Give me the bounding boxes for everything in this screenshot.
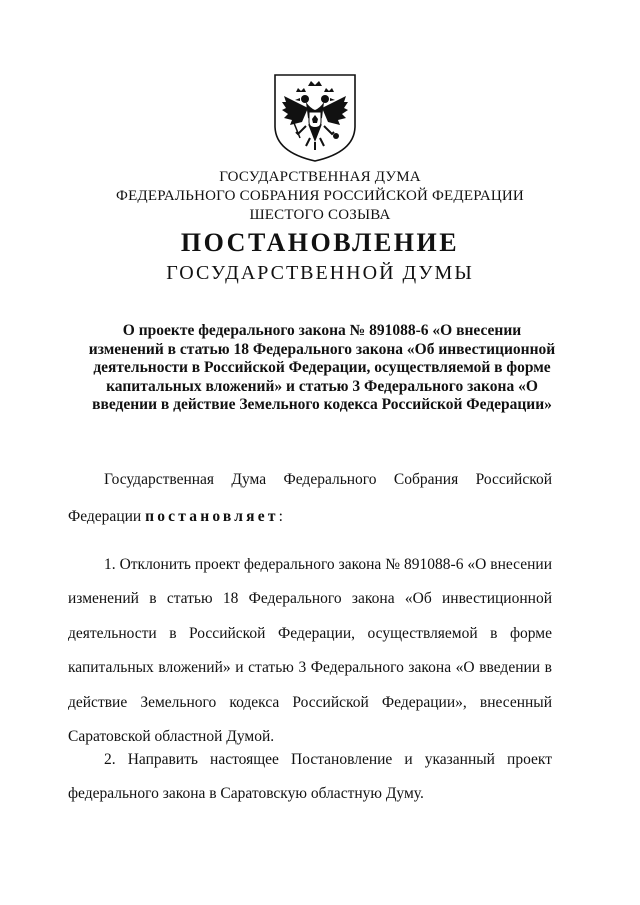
russian-coat-of-arms-icon <box>272 72 358 164</box>
document-issuer-title: ГОСУДАРСТВЕННОЙ ДУМЫ <box>166 262 474 284</box>
document-subject: О проекте федерального закона № 891088-6 «О внесении изменений в статью 18 Федерального закона «Об инвестиционной деятельности в Российской Федерации, осуществляемой в форме капитальных вложений» и статью 3 Федерального закона «О введении в действие Земельного кодекса Российской Федерации» <box>88 322 556 413</box>
preamble-paragraph <box>68 461 552 535</box>
preamble-text: Государственная Дума Федерального Собрания Российской Федерации <box>68 471 552 525</box>
decision-item-2: 2. Направить настоящее Постановление и указанный проект федерального закона в Саратовскую областную Думу. <box>68 751 552 803</box>
organization-header <box>0 168 640 225</box>
org-line-3: ШЕСТОГО СОЗЫВА <box>249 207 391 223</box>
decision-word: постановляет <box>145 508 279 525</box>
document-type-title: ПОСТАНОВЛЕНИЕ <box>180 228 460 257</box>
decision-item-1: 1. Отклонить проект федерального закона № 891088-6 «О внесении изменений в статью 18 Федерального закона «Об инвестиционной деятельности в Российской Федерации, осуществляемой в форме капитальных вложений» и статью 3 Федерального закона «О введении в действие Земельного кодекса Российской Федерации», внесенный Саратовской областной Думой. <box>68 556 552 746</box>
org-line-2: ФЕДЕРАЛЬНОГО СОБРАНИЯ РОССИЙСКОЙ ФЕДЕРАЦИИ <box>116 188 524 204</box>
preamble-colon: : <box>278 508 283 525</box>
org-line-1: ГОСУДАРСТВЕННАЯ ДУМА <box>219 169 421 185</box>
